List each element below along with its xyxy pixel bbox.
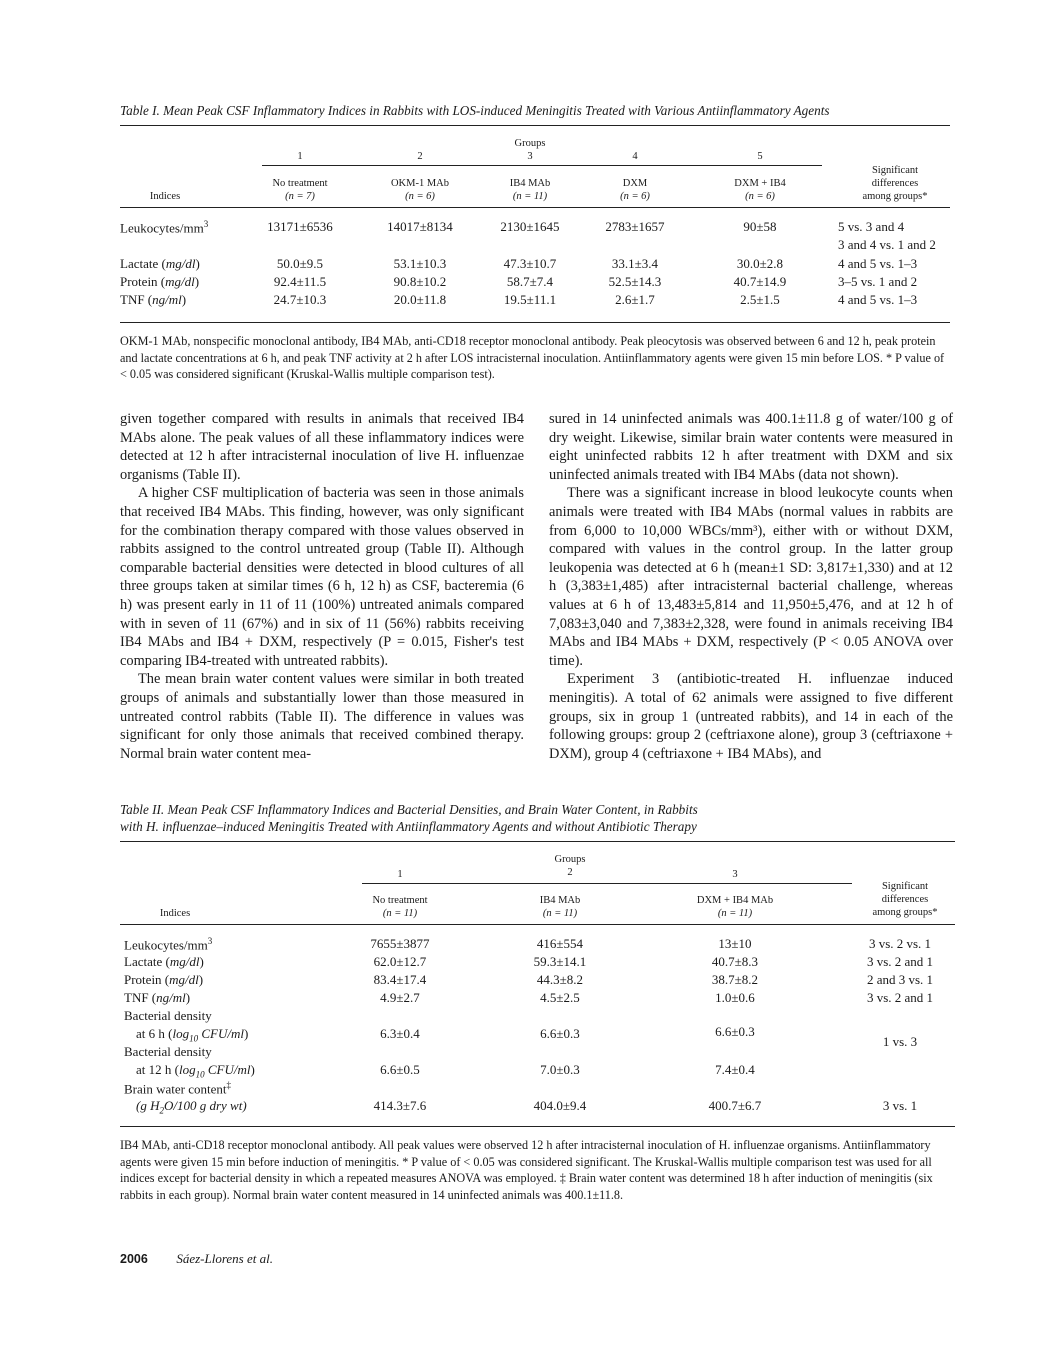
table2-row-label: TNF (ng/ml) (124, 990, 191, 1005)
table1-cell: 40.7±14.9 (733, 274, 787, 289)
table2-sig: 3 vs. 1 (882, 1098, 918, 1113)
paragraph: Experiment 3 (antibiotic-treated H. influenzae induced meningitis). A total of 62 animals were assigned to five different groups, six in group 1 (untreated rabbits), and 14 in each of the following groups: group 2 (ceftriaxone alone), group 3 (ceftriaxone + DXM), group 4 (ceftriaxone + IB4 MAbs), and (549, 671, 953, 762)
table2-top-rule (120, 841, 955, 842)
table2-row-label: Lactate (mg/dl) (124, 954, 204, 969)
table2-sig: 1 vs. 3 (882, 1034, 918, 1049)
table2-cell: 6.6±0.5 (380, 1062, 420, 1077)
table2-row-label: Bacterial density (124, 1044, 212, 1059)
paragraph: The mean brain water content values were similar in both treated groups of animals and substantially lower than those measured in untreated control rabbits (Table II). The difference in values was significant for only those animals that received combined therapy. Normal brain water content mea- (120, 671, 524, 762)
table1-row-label: TNF (ng/ml) (120, 292, 187, 307)
table2-cell: 6.6±0.3 (540, 1026, 580, 1041)
paragraph: sured in 14 uninfected animals was 400.1±11.8 g of water/100 g of dry weight. Likewise, similar brain water contents were measured in eight uninfected rabbits 12 h after treatment with DXM and six uninfected animals treated with IB4 MAbs (data not shown). (549, 411, 953, 483)
paragraph: A higher CSF multiplication of bacteria was seen in those animals that received IB4 MAbs. This finding, however, was only significant for the combination therapy compared with those values observed in rabbits assigned to the control untreated group (Table II). Although comparable bacterial densities were detected in blood cultures of all three groups taken at similar times (6 h, 12 h) as CSF, bacteremia (6 h) was present early in 11 of 11 (100%) untreated animals compared with in seven of 11 (67%) and in six of 11 (56%) rabbits receiving IB4 MAbs and IB4 + DXM, respectively (P = 0.015, Fisher's test comparing IB4-treated with untreated rabbits). (120, 485, 524, 669)
body-left-column (120, 410, 524, 763)
table1-cell: 20.0±11.8 (393, 292, 447, 307)
table1-group-num: 5 (757, 151, 763, 162)
table1-cell: 2.5±1.5 (740, 292, 780, 307)
running-authors: Sáez-Llorens et al. (176, 1251, 273, 1266)
table1-cell: 2783±1657 (605, 219, 665, 234)
table1-header-rule (120, 207, 950, 208)
paragraph: There was a significant increase in blood leukocyte counts when animals were treated with IB4 MAbs (normal values in rabbits are from 6,000 to 10,000 WBCs/mm³), either with or without DXM, compared with values in the control group. In the latter group leukopenia was detected at 6 h (mean±1 SD: 3,817±1,330) and at 12 h (3,383±1,485) after intracisternal bacterial challenge, whereas values at 6 h of 13,483±5,814 and 11,950±5,476, and at 12 h of 7,083±3,040 and 7,383±2,328, were found in animals receiving IB4 MAbs and IB4 MAbs + DXM, respectively (P < 0.05 ANOVA over time). (549, 485, 953, 669)
table2-cell: 416±554 (536, 936, 584, 951)
table2-footnote: IB4 MAb, anti-CD18 receptor monoclonal antibody. All peak values were observed 12 h after intracisternal inoculation of H. influenzae organisms. Antiinflammatory agents were given 15 min before induction of meningitis. * P value of < 0.05 was considered significant. The Kruskal-Wallis multiple comparison test was used for all indices except for bacterial density in which a repeated measures ANOVA was employed. ‡ Brain water content was determined 18 h after induction of meningitis (six rabbits in each group). Normal brain water content measured in 14 uninfected animals was 400.1±11.8. (120, 1138, 933, 1202)
table2-cell: 7.0±0.3 (540, 1062, 580, 1077)
table2-sig: 2 and 3 vs. 1 (866, 972, 934, 987)
table2-row-label: at 6 h ($\log_{10}$ CFU/ml) (136, 1026, 249, 1044)
table1-group-name: IB4 MAb (n = 11) (509, 178, 551, 202)
table1-sig: 3–5 vs. 1 and 2 (838, 274, 918, 289)
table2-caption-line1: Table II. Mean Peak CSF Inflammatory Indices and Bacterial Densities, and Brain Water Content, in Rabbits (120, 802, 698, 817)
table2-cell: 400.7±6.7 (708, 1098, 762, 1113)
table2-cell: 7655±3877 (370, 936, 430, 951)
table1-row-label: Lactate (mg/dl) (120, 256, 200, 271)
paragraph: given together compared with results in animals that received IB4 MAbs alone. The peak values of all these inflammatory indices were detected at 12 h after intracisternal inoculation of live H. influenzae organisms (Table II). (120, 411, 524, 483)
table1-cell: 90.8±10.2 (393, 274, 447, 289)
table2-caption-line2: with H. influenzae–induced Meningitis Treated with Antiinflammatory Agents and without Antibiotic Therapy (120, 819, 697, 834)
table1-cell: 92.4±11.5 (273, 274, 327, 289)
table1-row-label: Protein (mg/dl) (120, 274, 200, 289)
table1-cell: 24.7±10.3 (273, 292, 327, 307)
table2-header-rule (120, 924, 955, 925)
table1-sig: 4 and 5 vs. 1–3 (838, 256, 918, 271)
table2-cell: 7.4±0.4 (715, 1062, 755, 1077)
table2-cell: 4.9±2.7 (380, 990, 420, 1005)
table2-row-label: Brain water content‡ (124, 1080, 232, 1097)
table1-cell: 14017±8134 (387, 219, 453, 234)
table1-cell: 50.0±9.5 (276, 256, 324, 271)
table1-sig: 5 vs. 3 and 4 (838, 219, 905, 234)
table2-row-label: Protein (mg/dl) (124, 972, 204, 987)
table1-groups-label: Groups (514, 138, 546, 149)
table2-group-name: No treatment (n = 11) (372, 895, 428, 919)
table2-cell: 404.0±9.4 (533, 1098, 587, 1113)
table1-sig: 4 and 5 vs. 1–3 (838, 292, 918, 307)
table1-cell: 19.5±11.1 (503, 292, 557, 307)
table1-cell: 53.1±10.3 (393, 256, 447, 271)
table1-cell: 2.6±1.7 (615, 292, 655, 307)
table2-sig: 3 vs. 2 vs. 1 (868, 936, 932, 951)
table2-row-label: Bacterial density (124, 1008, 212, 1023)
table1-group-name: DXM + IB4 (n = 6) (734, 178, 786, 202)
table2-cell: 38.7±8.2 (711, 972, 759, 987)
table1-caption: Table I. Mean Peak CSF Inflammatory Indices in Rabbits with LOS-induced Meningitis Treated with Various Antiinflammatory Agents (120, 103, 830, 118)
table2-cell: 83.4±17.4 (373, 972, 427, 987)
table2-cell: 13±10 (718, 936, 752, 951)
table1-cell: 30.0±2.8 (736, 256, 784, 271)
table1-cell: 13171±6536 (267, 219, 333, 234)
table1-group-num: 2 (417, 151, 423, 162)
table2-group-num: 1 (397, 869, 403, 880)
page-footer (120, 1251, 273, 1267)
table2-cell: 1.0±0.6 (715, 990, 755, 1005)
table2-bottom-rule (120, 1126, 955, 1127)
table2-cell: 4.5±2.5 (540, 990, 580, 1005)
table2-sig-header: Significant differences among groups* (872, 881, 938, 918)
table2-row-label: at 12 h ($\log_{10}$ CFU/ml) (136, 1062, 255, 1080)
table1-group-num: 3 (527, 151, 533, 162)
table1-group-num: 1 (297, 151, 303, 162)
table2-row-label: Leukocytes/$mm^3$ (124, 936, 213, 953)
table1-cell: 2130±1645 (500, 219, 560, 234)
table2-cell: 414.3±7.6 (373, 1098, 427, 1113)
table2-group-name: DXM + IB4 MAb (n = 11) (696, 895, 774, 919)
table1-sig-header: Significant differences among groups* (862, 165, 928, 202)
table1-group-name: DXM (n = 6) (620, 178, 650, 202)
table2-groups-label: Groups (554, 854, 586, 865)
table2-group-num: 3 (732, 869, 738, 880)
table2-indices-header: Indices (159, 908, 191, 919)
table1-group-name: OKM-1 MAb (n = 6) (390, 178, 450, 202)
table1-cell: 58.7±7.4 (506, 274, 554, 289)
body-right-column (549, 410, 953, 763)
table1-bottom-rule (120, 322, 950, 323)
table2-sig: 3 vs. 2 and 1 (866, 954, 934, 969)
table1-group-name: No treatment (n = 7) (272, 178, 328, 202)
table1-row-label: Leukocytes/$mm^3$ (120, 219, 209, 236)
table1-cell: 90±58 (743, 219, 777, 234)
table1-sig: 3 and 4 vs. 1 and 2 (838, 237, 936, 252)
table1-indices-header: Indices (149, 191, 181, 202)
table1-cell: 47.3±10.7 (503, 256, 557, 271)
table2-groups-rule (362, 883, 852, 884)
table2-cell: 6.3±0.4 (380, 1026, 420, 1041)
table2-row-label: (g $H_2O/100$ g dry wt) (136, 1098, 247, 1116)
table2-cell: 44.3±8.2 (536, 972, 584, 987)
table1-group-num: 4 (632, 151, 638, 162)
table2-cell: 6.6±0.3 (715, 1024, 755, 1039)
page-number: 2006 (120, 1252, 148, 1266)
table2-cell: 62.0±12.7 (373, 954, 427, 969)
table1-footnote: OKM-1 MAb, nonspecific monoclonal antibody, IB4 MAb, anti-CD18 receptor monoclonal antibody. Peak pleocytosis was observed between 6 and 12 h, peak protein and lactate concentrations at 6 h, and peak TNF activity at 2 h after LOS intracisternal inoculation. Antiinflammatory agents were given 15 min before LOS. * P value of < 0.05 was considered significant (Kruskal-Wallis multiple comparison test). (120, 334, 945, 381)
table1-cell: 52.5±14.3 (608, 274, 662, 289)
table2-cell: 59.3±14.1 (533, 954, 587, 969)
table2-group-name: IB4 MAb (n = 11) (539, 895, 581, 919)
table2-cell: 40.7±8.3 (711, 954, 759, 969)
table2-group-num: 2 (567, 867, 573, 878)
table1-top-rule (120, 125, 950, 126)
table2-sig: 3 vs. 2 and 1 (866, 990, 934, 1005)
table1-groups-rule (262, 165, 822, 166)
table1-cell: 33.1±3.4 (611, 256, 659, 271)
